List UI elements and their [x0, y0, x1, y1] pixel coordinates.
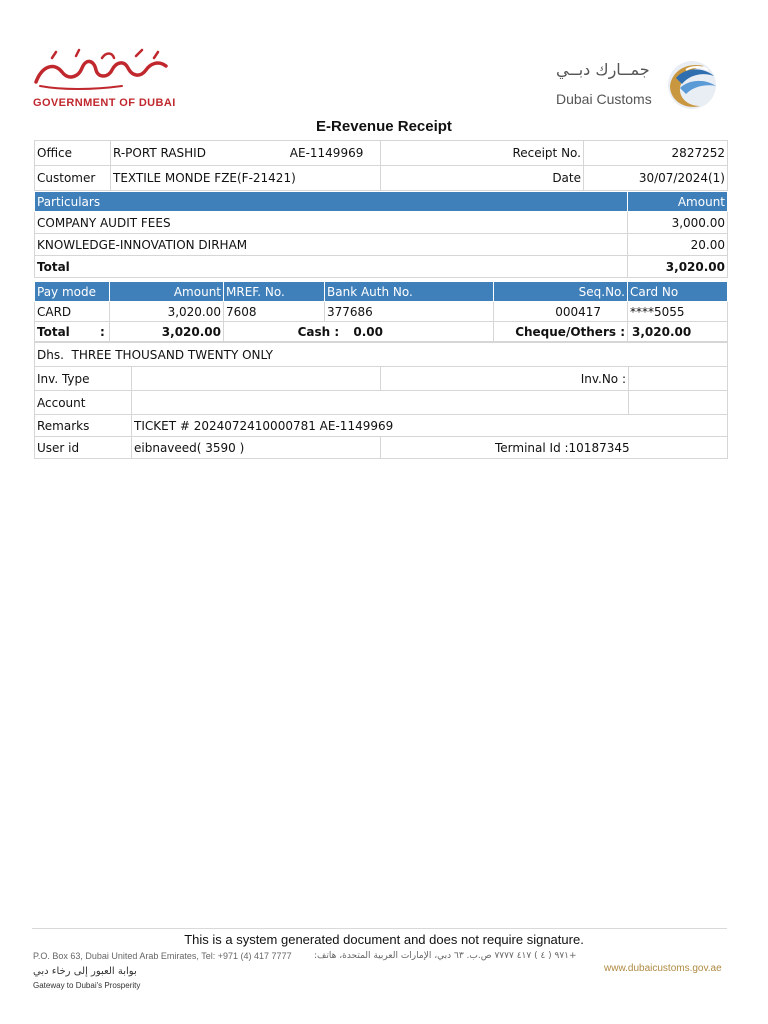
footer-slogan: Gateway to Dubai's Prosperity — [33, 981, 141, 990]
payment-total-colon: : — [99, 324, 105, 339]
cheque-label: Cheque/Others : — [494, 322, 628, 342]
cash-value: 0.00 — [353, 324, 383, 339]
user-row — [35, 437, 728, 459]
card-no-header: Card No — [628, 282, 728, 302]
government-of-dubai-logo — [32, 48, 176, 112]
inv-no-value — [629, 367, 728, 391]
account-label: Account — [35, 391, 132, 415]
receipt-info-table — [34, 140, 728, 191]
amount-in-words: Dhs. THREE THOUSAND TWENTY ONLY — [35, 343, 728, 367]
account-extra — [629, 391, 728, 415]
office-value: R-PORT RASHID — [113, 146, 206, 160]
date-value: 30/07/2024(1) — [584, 166, 728, 191]
user-id-value: eibnaveed( 3590 ) — [132, 437, 381, 459]
particulars-table — [34, 191, 728, 278]
particular-name: KNOWLEDGE-INNOVATION DIRHAM — [35, 234, 628, 256]
payment-total-text: Total — [37, 324, 70, 339]
particular-row — [35, 234, 728, 256]
cash-label: Cash : — [297, 324, 340, 339]
receipt-title: E-Revenue Receipt — [316, 118, 452, 135]
remarks-row — [35, 415, 728, 437]
total-value: 3,020.00 — [628, 256, 728, 278]
inv-type-value — [132, 367, 381, 391]
customer-value: TEXTILE MONDE FZE(F-21421) — [111, 166, 381, 191]
inv-type-row — [35, 367, 728, 391]
payment-table — [34, 281, 728, 342]
footer-slogan-arabic: بوابة العبور إلى رخاء دبي — [33, 966, 137, 977]
system-generated-note: This is a system generated document and does not require signature. — [184, 932, 584, 947]
dubai-customs-logo — [554, 56, 724, 112]
footer-address: P.O. Box 63, Dubai United Arab Emirates, Tel: +971 (4) 417 7777 — [33, 951, 292, 961]
customer-label: Customer — [35, 166, 111, 191]
account-value — [132, 391, 629, 415]
gov-script-emblem — [32, 48, 172, 90]
particular-amount: 3,000.00 — [628, 212, 728, 234]
cash-cell — [224, 322, 494, 342]
payment-row — [35, 302, 728, 322]
inv-type-label: Inv. Type — [35, 367, 132, 391]
globe-emblem-icon — [662, 56, 720, 112]
pay-amount: 3,020.00 — [110, 302, 224, 322]
details-table — [34, 342, 728, 459]
customs-english-name: Dubai Customs — [556, 91, 652, 107]
particulars-col-header: Particulars — [35, 192, 628, 212]
inv-no-label: Inv.No : — [381, 367, 629, 391]
amount-col-header: Amount — [628, 192, 728, 212]
mref-header: MREF. No. — [224, 282, 325, 302]
seq-no: 000417 — [494, 302, 628, 322]
customs-arabic-name: جمــارك دبــي — [556, 60, 650, 79]
payment-header — [35, 282, 728, 302]
footer-divider — [32, 928, 727, 929]
payment-total-label — [35, 322, 110, 342]
particular-row — [35, 212, 728, 234]
card-no: ****5055 — [628, 302, 728, 322]
bank-auth-no: 377686 — [325, 302, 494, 322]
bank-auth-header: Bank Auth No. — [325, 282, 494, 302]
receipt-no-value: 2827252 — [584, 141, 728, 166]
cheque-value: 3,020.00 — [628, 322, 728, 342]
remarks-value: TICKET # 2024072410000781 AE-1149969 — [132, 415, 728, 437]
date-label: Date — [381, 166, 584, 191]
footer-address-arabic: +٩٧١ ( ٤ ) ٤١٧ ٧٧٧٧ ص.ب. ٦٣ دبي، الإمارات العربية المتحدة، هاتف: — [314, 951, 577, 961]
terminal-id: Terminal Id :10187345 — [381, 437, 728, 459]
seq-no-header: Seq.No. — [494, 282, 628, 302]
office-cell — [111, 141, 381, 166]
payment-total-value: 3,020.00 — [110, 322, 224, 342]
pay-mode-header: Pay mode — [35, 282, 110, 302]
pay-amount-header: Amount — [110, 282, 224, 302]
office-code: AE-1149969 — [289, 146, 364, 160]
payment-total-row — [35, 322, 728, 342]
customer-row — [35, 166, 728, 191]
receipt-no-label: Receipt No. — [381, 141, 584, 166]
office-row — [35, 141, 728, 166]
particulars-total-row — [35, 256, 728, 278]
gov-name: GOVERNMENT OF DUBAI — [33, 97, 176, 109]
account-row — [35, 391, 728, 415]
footer-website: www.dubaicustoms.gov.ae — [604, 963, 722, 974]
amount-in-words-row — [35, 343, 728, 367]
remarks-label: Remarks — [35, 415, 132, 437]
particulars-header — [35, 192, 728, 212]
particular-name: COMPANY AUDIT FEES — [35, 212, 628, 234]
pay-mode: CARD — [35, 302, 110, 322]
total-label: Total — [35, 256, 628, 278]
office-label: Office — [35, 141, 111, 166]
mref-no: 7608 — [224, 302, 325, 322]
particular-amount: 20.00 — [628, 234, 728, 256]
user-id-label: User id — [35, 437, 132, 459]
